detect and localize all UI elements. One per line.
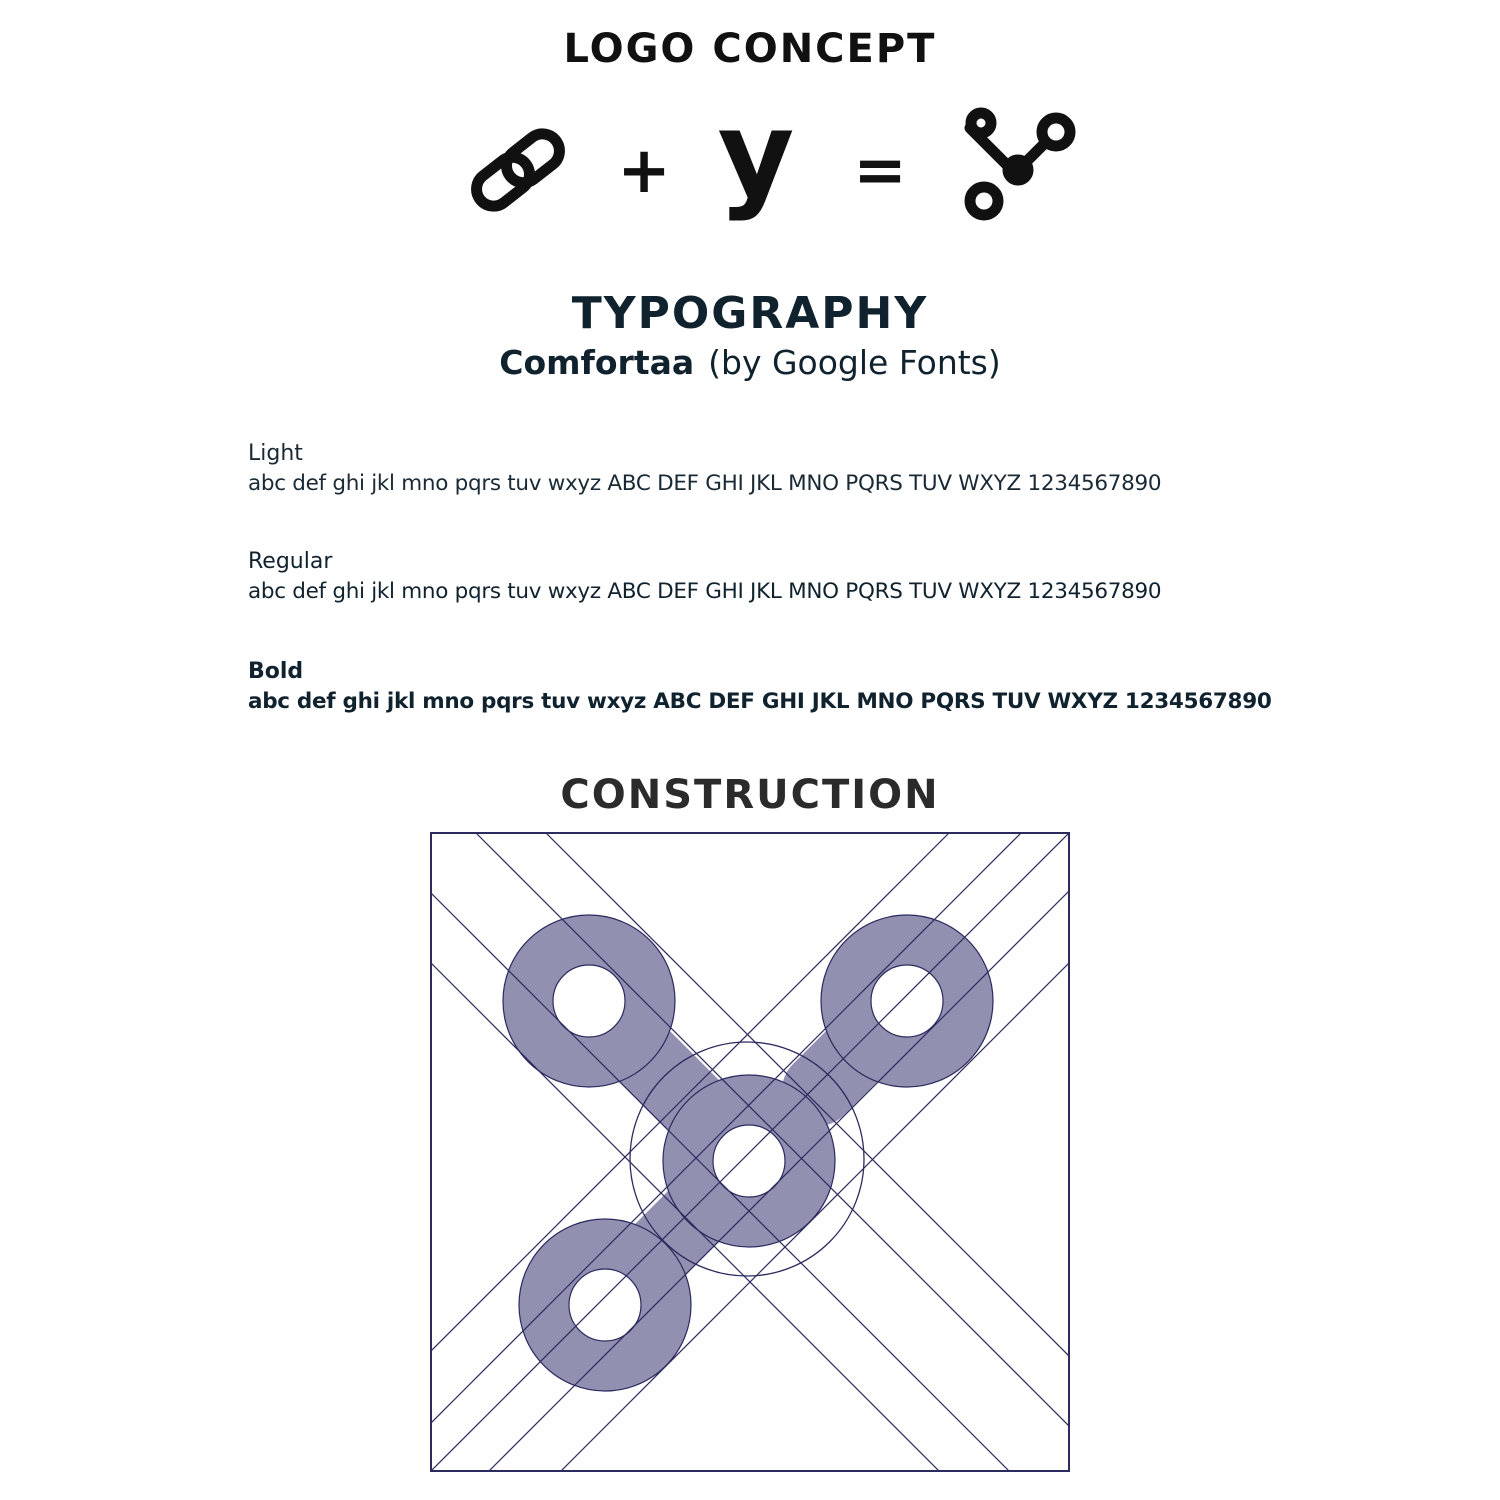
diagonal-guides [430, 832, 1070, 1472]
typography-title: TYPOGRAPHY [571, 288, 929, 339]
weight-sample-regular [248, 548, 1258, 608]
logo-concept-title: LOGO CONCEPT [563, 26, 937, 72]
weight-sample-light [248, 440, 1258, 500]
weight-label: Bold [248, 659, 304, 684]
font-source: (by Google Fonts) [708, 343, 1001, 382]
hole-top-right [871, 965, 943, 1037]
font-credit [0, 343, 1500, 382]
weight-sample-bold [248, 658, 1272, 718]
plus-sign: + [617, 134, 671, 208]
construction-grid [430, 832, 1070, 1472]
chain-link-icon [470, 127, 567, 213]
weight-label: Light [248, 441, 303, 466]
weight-label: Regular [248, 549, 333, 574]
letter-y: y [717, 100, 795, 223]
weight-sample-text: abc def ghi jkl mno pqrs tuv wxyz ABC DEF GHI JKL MNO PQRS TUV WXYZ 1234567890 [248, 579, 1162, 604]
weight-sample-text: abc def ghi jkl mno pqrs tuv wxyz ABC DEF GHI JKL MNO PQRS TUV WXYZ 1234567890 [248, 689, 1272, 714]
font-name: Comfortaa [499, 343, 695, 382]
logo-mark-icon [970, 113, 1070, 215]
construction-title: CONSTRUCTION [560, 772, 940, 818]
weight-sample-text: abc def ghi jkl mno pqrs tuv wxyz ABC DEF GHI JKL MNO PQRS TUV WXYZ 1234567890 [248, 471, 1162, 496]
logo-equation [450, 100, 1090, 240]
equals-sign: = [853, 134, 907, 208]
